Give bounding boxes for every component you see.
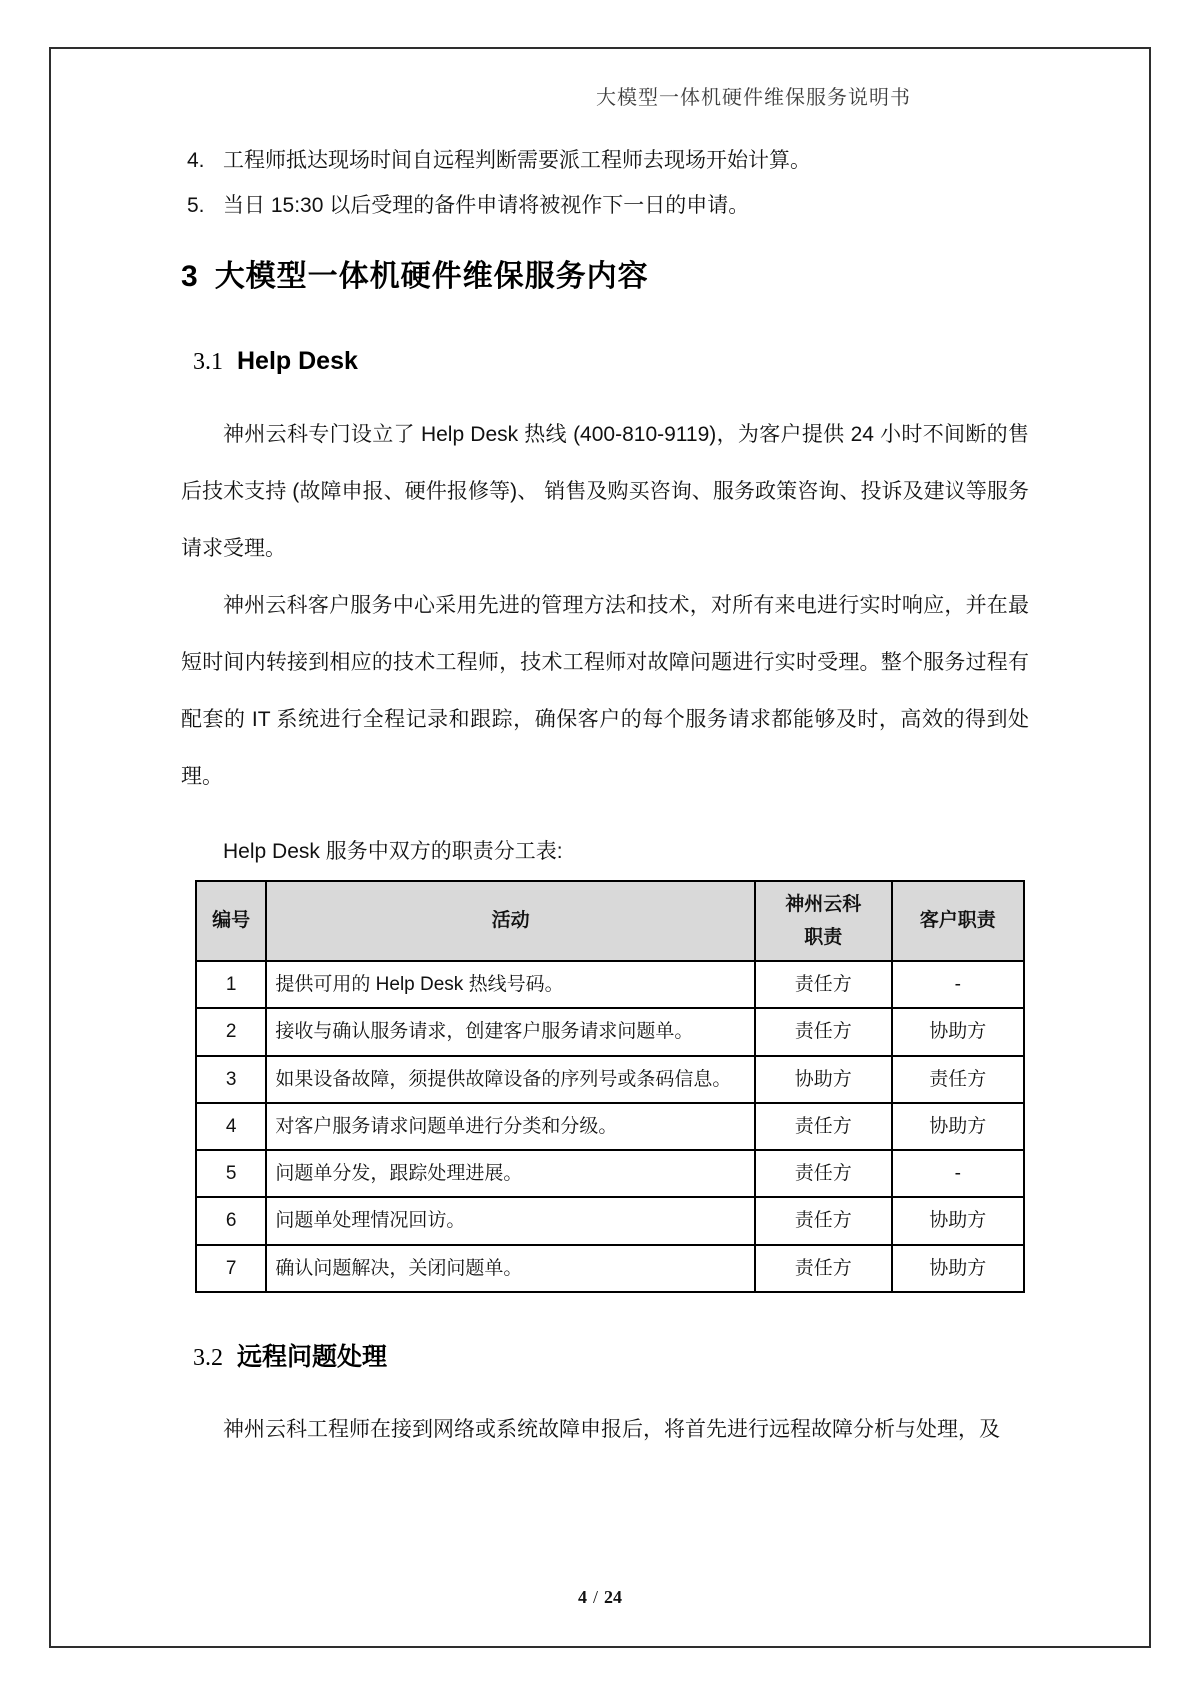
cell-id: 6 — [196, 1197, 266, 1244]
responsibility-table — [195, 880, 1025, 1293]
cell-activity: 接收与确认服务请求，创建客户服务请求问题单。 — [266, 1008, 755, 1055]
section-title: Help Desk — [237, 347, 358, 375]
cell-provider: 责任方 — [755, 1008, 892, 1055]
cell-activity: 问题单分发，跟踪处理进展。 — [266, 1150, 755, 1197]
section-heading-3 — [181, 251, 1029, 295]
section-heading-3-1 — [193, 347, 1029, 376]
table-row — [196, 1103, 1024, 1150]
cell-provider: 责任方 — [755, 1150, 892, 1197]
section-heading-3-2 — [193, 1337, 1029, 1373]
cell-id: 2 — [196, 1008, 266, 1055]
table-row — [196, 1245, 1024, 1292]
page-footer — [51, 1587, 1149, 1608]
cell-activity: 确认问题解决，关闭问题单。 — [266, 1245, 755, 1292]
numbered-list — [181, 146, 1029, 221]
table-row — [196, 1008, 1024, 1055]
cell-customer: - — [892, 961, 1024, 1008]
paragraph-helpdesk-intro: 神州云科专门设立了 Help Desk 热线 (400-810-9119)，为客户提供 24 小时不间断的售后技术支持 (故障申报、硬件报修等)、 销售及购买咨询、服务政策咨询、投诉及建议等服务请求受理。 — [181, 423, 1029, 560]
page-content — [51, 49, 1149, 1646]
cell-provider: 责任方 — [755, 1103, 892, 1150]
page-number: 4 — [577, 1587, 587, 1607]
column-header-id: 编号 — [196, 881, 266, 961]
list-item — [187, 191, 1029, 221]
cell-customer: 协助方 — [892, 1245, 1024, 1292]
cell-customer: - — [892, 1150, 1024, 1197]
cell-provider: 责任方 — [755, 1245, 892, 1292]
cell-activity: 提供可用的 Help Desk 热线号码。 — [266, 961, 755, 1008]
table-row — [196, 1056, 1024, 1103]
column-header-provider — [755, 881, 892, 961]
section-number: 3.1 — [193, 349, 223, 375]
cell-customer: 协助方 — [892, 1197, 1024, 1244]
table-row — [196, 961, 1024, 1008]
section-title: 远程问题处理 — [237, 1342, 388, 1371]
paragraph-service-center: 神州云科客户服务中心采用先进的管理方法和技术，对所有来电进行实时响应，并在最短时间内转接到相应的技术工程师，技术工程师对故障问题进行实时受理。整个服务过程有配套的 IT 系统进行全程记录和跟踪，确保客户的每个服务请求都能够及时，高效的得到处理。 — [181, 594, 1029, 788]
list-item-number: 4. — [187, 149, 205, 172]
cell-activity: 对客户服务请求问题单进行分类和分级。 — [266, 1103, 755, 1150]
body-text — [181, 406, 1029, 805]
column-header-customer: 客户职责 — [892, 881, 1024, 961]
list-item-text: 工程师抵达现场时间自远程判断需要派工程师去现场开始计算。 — [223, 149, 811, 172]
cell-id: 7 — [196, 1245, 266, 1292]
cell-id: 3 — [196, 1056, 266, 1103]
cell-customer: 协助方 — [892, 1008, 1024, 1055]
section-number: 3 — [181, 260, 199, 293]
cell-provider: 责任方 — [755, 961, 892, 1008]
document-page — [49, 47, 1151, 1648]
column-header-activity: 活动 — [266, 881, 755, 961]
cell-provider: 协助方 — [755, 1056, 892, 1103]
cell-provider: 责任方 — [755, 1197, 892, 1244]
table-intro-text: Help Desk 服务中双方的职责分工表: — [223, 840, 563, 863]
paragraph-remote-handling: 神州云科工程师在接到网络或系统故障申报后，将首先进行远程故障分析与处理，及 — [223, 1417, 1000, 1441]
table-header-row — [196, 881, 1024, 961]
cell-customer: 责任方 — [892, 1056, 1024, 1103]
list-item — [187, 146, 1029, 176]
body-text — [181, 1401, 1029, 1458]
column-header-provider-line2: 职责 — [804, 927, 843, 948]
list-item-text: 当日 15:30 以后受理的备件申请将被视作下一日的申请。 — [223, 194, 750, 217]
column-header-provider-line1: 神州云科 — [785, 893, 862, 915]
section-number: 3.2 — [193, 1344, 223, 1371]
cell-id: 4 — [196, 1103, 266, 1150]
total-pages: 24 — [604, 1587, 622, 1607]
section-title: 大模型一体机硬件维保服务内容 — [214, 260, 649, 293]
document-header-title: 大模型一体机硬件维保服务说明书 — [596, 87, 911, 109]
list-item-number: 5. — [187, 194, 205, 217]
cell-id: 5 — [196, 1150, 266, 1197]
cell-activity: 问题单处理情况回访。 — [266, 1197, 755, 1244]
cell-activity: 如果设备故障，须提供故障设备的序列号或条码信息。 — [266, 1056, 755, 1103]
cell-customer: 协助方 — [892, 1103, 1024, 1150]
table-row — [196, 1197, 1024, 1244]
cell-id: 1 — [196, 961, 266, 1008]
table-row — [196, 1150, 1024, 1197]
page-number-separator: / — [592, 1587, 598, 1607]
